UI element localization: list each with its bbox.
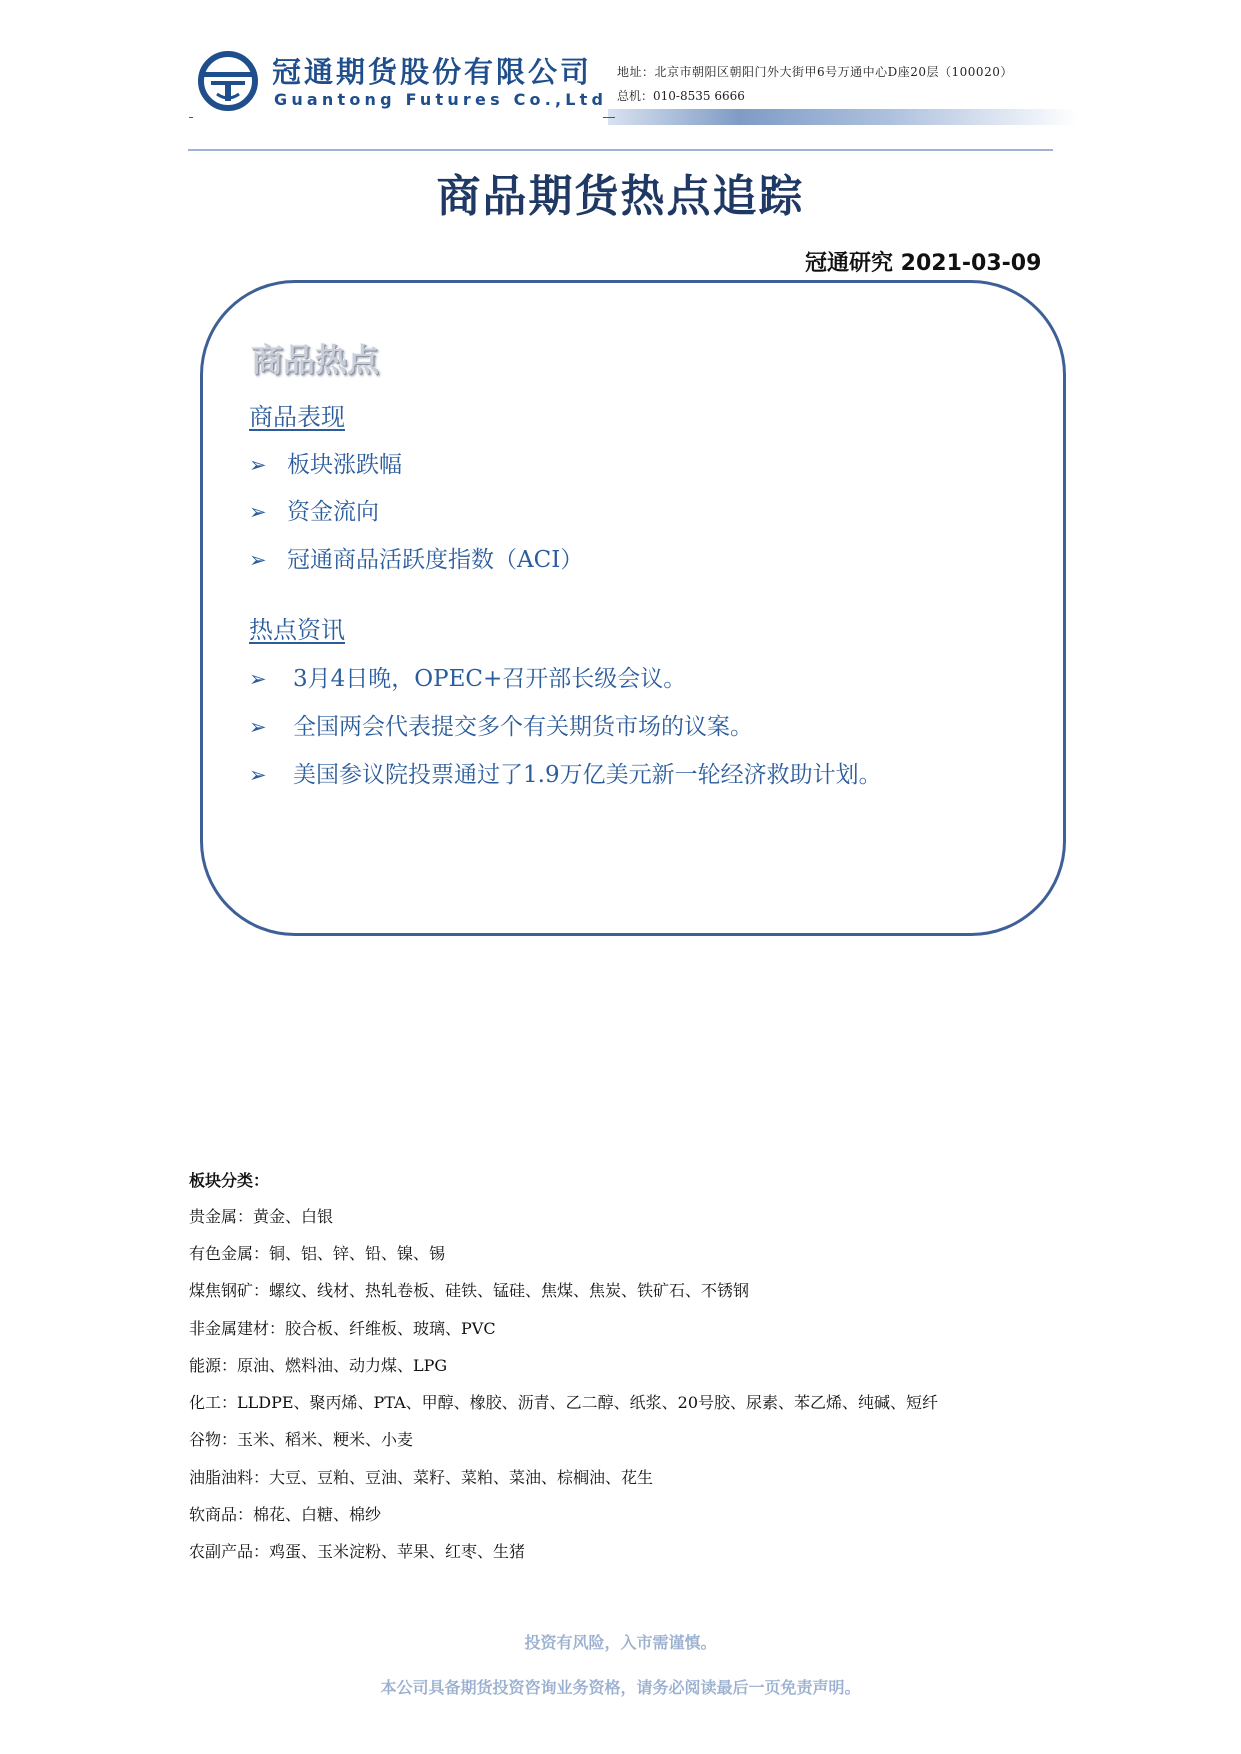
header-mark-right bbox=[603, 117, 615, 118]
disclaimer-note: 本公司具备期货投资咨询业务资格，请务必阅读最后一页免责声明。 bbox=[380, 1678, 861, 1697]
list-item[interactable] bbox=[249, 708, 753, 741]
report-dateline: 冠通研究 2021-03-09 bbox=[805, 251, 1042, 276]
arrow-bullet-icon: ➢ bbox=[249, 453, 267, 477]
category-line: 贵金属：黄金、白银 bbox=[189, 1207, 334, 1226]
list-item-label: 板块涨跌幅 bbox=[287, 452, 402, 478]
list-item[interactable] bbox=[249, 446, 402, 479]
category-line: 油脂油料：大豆、豆粕、豆油、菜籽、菜粕、菜油、棕榈油、花生 bbox=[189, 1468, 654, 1487]
category-line: 非金属建材：胶合板、纤维板、玻璃、PVC bbox=[189, 1319, 496, 1338]
company-name-cn: 冠通期货股份有限公司 bbox=[272, 55, 593, 89]
list-item[interactable] bbox=[249, 756, 882, 789]
category-heading: 板块分类： bbox=[189, 1171, 270, 1190]
section-heading-performance[interactable]: 商品表现 bbox=[249, 403, 345, 431]
category-line: 煤焦钢矿：螺纹、线材、热轧卷板、硅铁、锰硅、焦煤、焦炭、铁矿石、不锈钢 bbox=[189, 1281, 750, 1300]
header-mark-left bbox=[189, 117, 193, 118]
list-item-label: 冠通商品活跃度指数（ACI） bbox=[287, 547, 584, 573]
arrow-bullet-icon: ➢ bbox=[249, 667, 267, 691]
category-line: 农副产品：鸡蛋、玉米淀粉、苹果、红枣、生猪 bbox=[189, 1542, 526, 1561]
company-name-en: Guantong Futures Co.,Ltd bbox=[274, 90, 608, 109]
category-line: 软商品：棉花、白糖、棉纱 bbox=[189, 1505, 382, 1524]
category-line: 化工：LLDPE、聚丙烯、PTA、甲醇、橡胶、沥青、乙二醇、纸浆、20号胶、尿素、苯乙烯、纯碱、短纤 bbox=[189, 1393, 939, 1412]
list-item-label: 资金流向 bbox=[287, 499, 379, 525]
list-item[interactable] bbox=[249, 541, 583, 574]
category-line: 能源：原油、燃料油、动力煤、LPG bbox=[189, 1356, 448, 1375]
category-list bbox=[189, 1168, 939, 1561]
company-phone: 总机：010-8535 6666 bbox=[617, 89, 745, 103]
arrow-bullet-icon: ➢ bbox=[249, 715, 267, 739]
company-address: 地址：北京市朝阳区朝阳门外大街甲6号万通中心D座20层（100020） bbox=[617, 65, 1013, 79]
header-divider bbox=[188, 149, 1053, 151]
list-item-label: 全国两会代表提交多个有关期货市场的议案。 bbox=[293, 714, 753, 740]
list-item-label: 美国参议院投票通过了1.9万亿美元新一轮经济救助计划。 bbox=[293, 762, 882, 788]
section-heading-news[interactable]: 热点资讯 bbox=[249, 616, 345, 644]
page-title: 商品期货热点追踪 bbox=[436, 171, 805, 222]
list-item-label: 3月4日晚，OPEC+召开部长级会议。 bbox=[293, 666, 687, 692]
list-item[interactable] bbox=[249, 493, 379, 526]
arrow-bullet-icon: ➢ bbox=[249, 763, 267, 787]
company-logo-icon bbox=[197, 50, 259, 112]
category-line: 有色金属：铜、铝、锌、铅、镍、锡 bbox=[189, 1244, 446, 1263]
page-header bbox=[0, 0, 1241, 150]
header-gradient-bar bbox=[608, 109, 1078, 125]
panel-heading: 商品热点 bbox=[251, 341, 380, 379]
arrow-bullet-icon: ➢ bbox=[249, 500, 267, 524]
arrow-bullet-icon: ➢ bbox=[249, 548, 267, 572]
list-item[interactable] bbox=[249, 660, 686, 693]
risk-warning: 投资有风险，入市需谨慎。 bbox=[524, 1633, 717, 1652]
category-line: 谷物：玉米、稻米、粳米、小麦 bbox=[189, 1430, 414, 1449]
